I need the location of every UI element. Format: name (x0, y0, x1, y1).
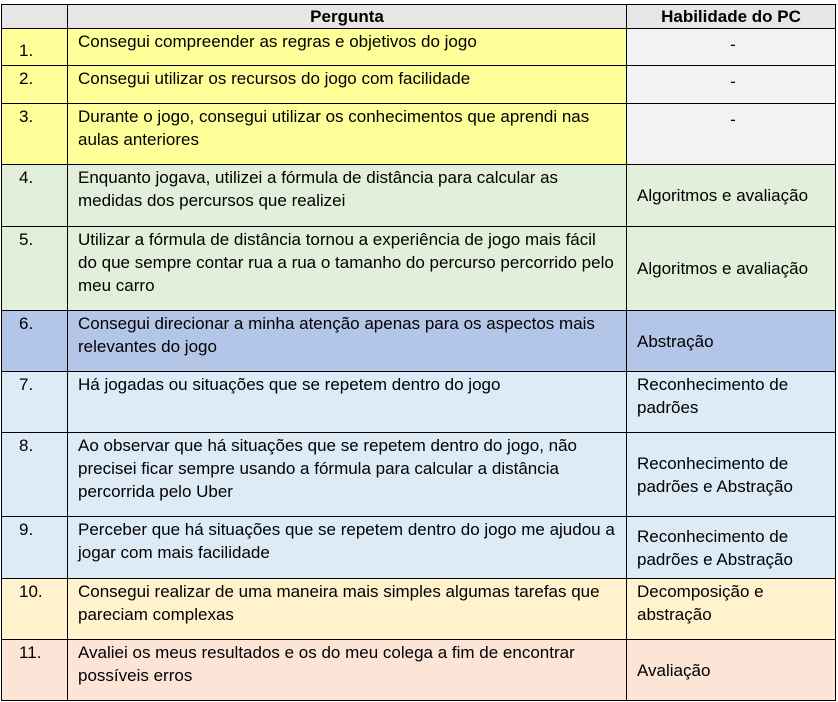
row-skill: Algoritmos e avaliação (627, 227, 836, 311)
table-header-row (2, 5, 836, 29)
row-skill: - (627, 104, 836, 165)
survey-table (1, 4, 836, 701)
row-number: 11. (2, 640, 68, 701)
header-number (2, 5, 68, 29)
row-number: 6. (2, 311, 68, 372)
row-skill: Abstração (627, 311, 836, 372)
row-question: Avaliei os meus resultados e os do meu colega a fim de encontrar possíveis erros (68, 640, 627, 701)
table-row (2, 165, 836, 227)
table-row (2, 517, 836, 579)
row-skill: Algoritmos e avaliação (627, 165, 836, 227)
row-question: Perceber que há situações que se repetem dentro do jogo me ajudou a jogar com mais facilidade (68, 517, 627, 579)
row-number: 4. (2, 165, 68, 227)
row-question: Consegui realizar de uma maneira mais simples algumas tarefas que pareciam complexas (68, 579, 627, 640)
row-number: 10. (2, 579, 68, 640)
table-row (2, 227, 836, 311)
row-question: Há jogadas ou situações que se repetem dentro do jogo (68, 372, 627, 433)
row-number: 5. (2, 227, 68, 311)
table-row (2, 372, 836, 433)
row-question: Consegui direcionar a minha atenção apenas para os aspectos mais relevantes do jogo (68, 311, 627, 372)
header-question: Pergunta (68, 5, 627, 29)
row-skill: Reconhecimento de padrões e Abstração (627, 517, 836, 579)
row-skill: Reconhecimento de padrões (627, 372, 836, 433)
row-number: 9. (2, 517, 68, 579)
row-question: Consegui utilizar os recursos do jogo com facilidade (68, 66, 627, 104)
row-question: Utilizar a fórmula de distância tornou a experiência de jogo mais fácil do que sempre contar rua a rua o tamanho do percurso percorrido pelo meu carro (68, 227, 627, 311)
table-row (2, 433, 836, 517)
table-row (2, 29, 836, 66)
row-skill: Reconhecimento de padrões e Abstração (627, 433, 836, 517)
table-row (2, 104, 836, 165)
table-row (2, 579, 836, 640)
row-number: 8. (2, 433, 68, 517)
row-skill: - (627, 66, 836, 104)
row-number: 2. (2, 66, 68, 104)
row-question: Consegui compreender as regras e objetivos do jogo (68, 29, 627, 66)
row-skill: Decomposição e abstração (627, 579, 836, 640)
row-number: 7. (2, 372, 68, 433)
row-skill: - (627, 29, 836, 66)
row-number: 3. (2, 104, 68, 165)
row-question: Durante o jogo, consegui utilizar os conhecimentos que aprendi nas aulas anteriores (68, 104, 627, 165)
table-row (2, 640, 836, 701)
row-question: Ao observar que há situações que se repetem dentro do jogo, não precisei ficar sempre usando a fórmula para calcular a distância percorrida pelo Uber (68, 433, 627, 517)
table-row (2, 311, 836, 372)
row-number: 1. (2, 29, 68, 66)
table-row (2, 66, 836, 104)
row-skill: Avaliação (627, 640, 836, 701)
header-skill: Habilidade do PC (627, 5, 836, 29)
row-question: Enquanto jogava, utilizei a fórmula de distância para calcular as medidas dos percursos que realizei (68, 165, 627, 227)
